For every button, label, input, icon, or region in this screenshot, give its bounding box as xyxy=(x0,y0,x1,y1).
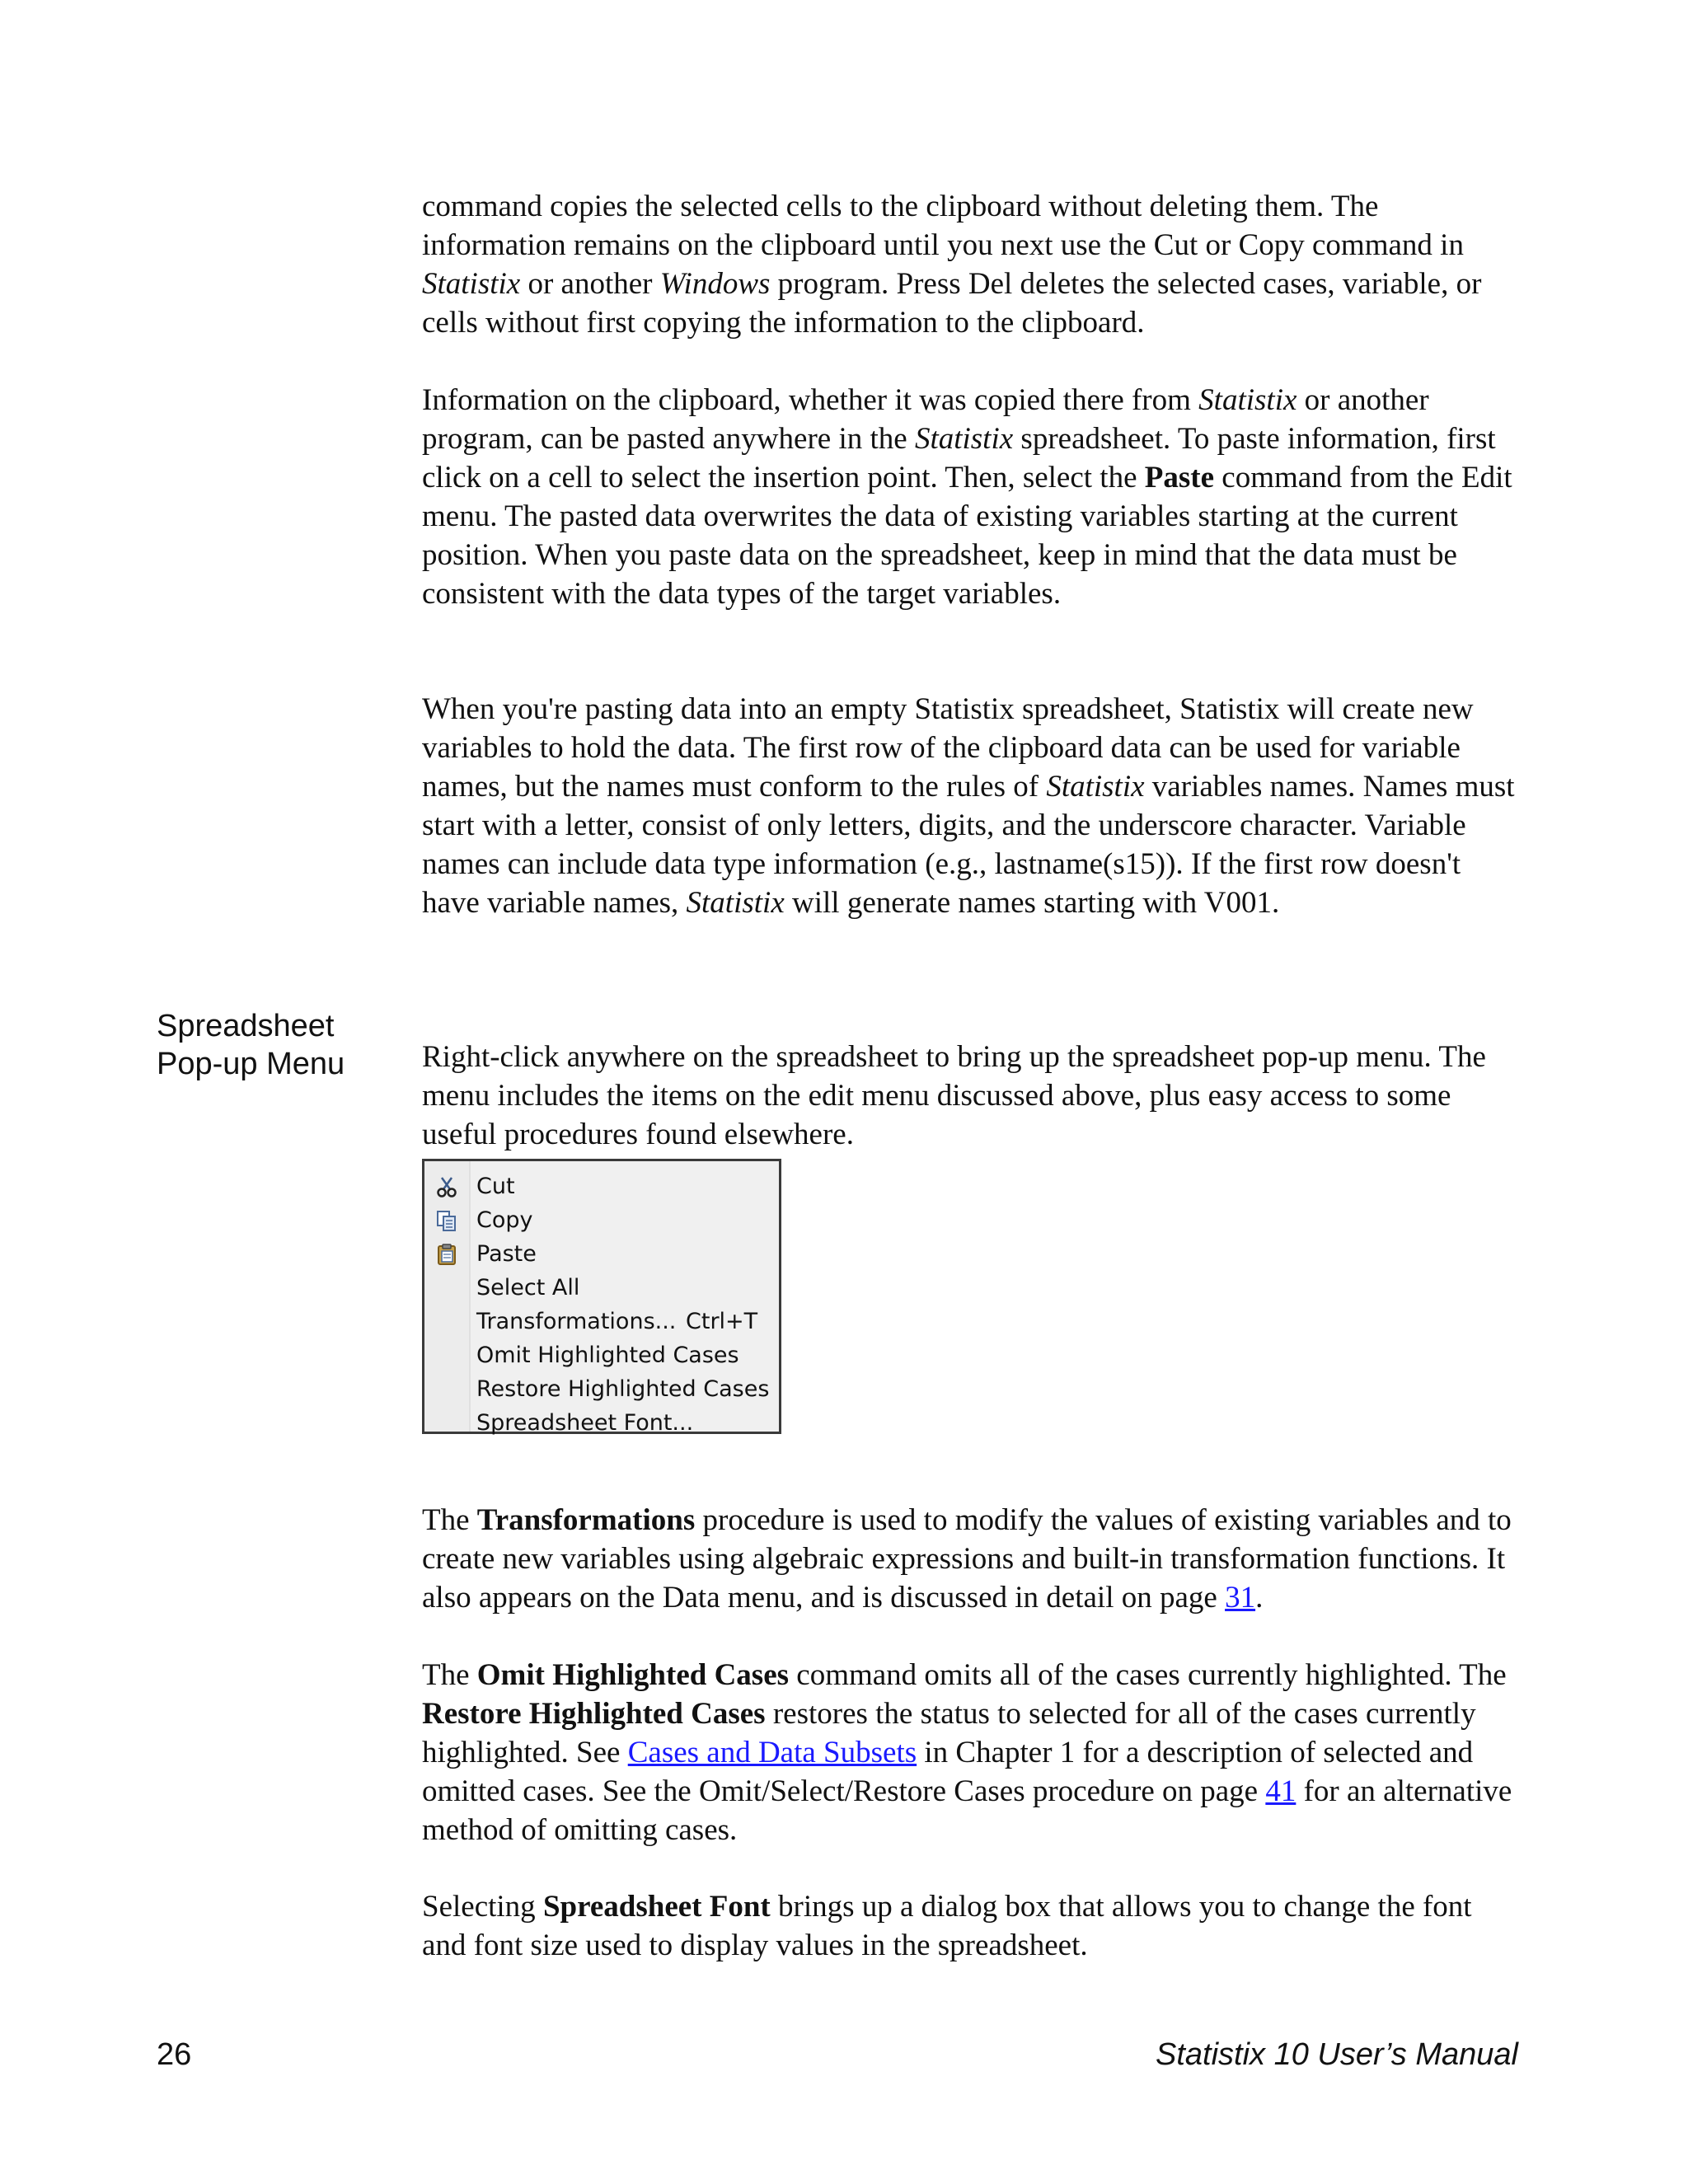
paste-icon xyxy=(434,1242,459,1267)
scissors-icon xyxy=(434,1174,459,1199)
menu-item-select-all[interactable] xyxy=(424,1271,779,1305)
text-run: procedure is used to modify the values of existing variables and to create new variables using algebraic expressions and built-in transformation functions. It also appears on the Data menu, and is discussed in detail on page xyxy=(422,1503,1512,1615)
menu-item-transformations[interactable] xyxy=(424,1305,779,1338)
page-41-link[interactable]: 41 xyxy=(1265,1774,1296,1808)
paragraph-empty-spreadsheet xyxy=(422,690,1518,922)
text-run: command omits all of the cases currently highlighted. The xyxy=(789,1658,1507,1692)
menu-item-label: Spreadsheet Font... xyxy=(476,1410,694,1436)
bold-omit-highlighted-cases: Omit Highlighted Cases xyxy=(476,1658,790,1692)
paragraph-clipboard-paste xyxy=(422,381,1518,613)
text-run: or another program, can be pasted anywhere in the xyxy=(422,383,1429,456)
text-run: or another xyxy=(520,267,660,301)
page-31-link[interactable]: 31 xyxy=(1225,1581,1256,1615)
bold-spreadsheet-font: Spreadsheet Font xyxy=(542,1890,771,1924)
menu-item-paste[interactable] xyxy=(424,1237,779,1271)
menu-item-copy[interactable] xyxy=(424,1203,779,1237)
paragraph-omit-restore xyxy=(422,1656,1518,1849)
copy-icon xyxy=(434,1208,459,1233)
section-heading-line1: Spreadsheet xyxy=(157,1009,335,1043)
emphasis-statistix: Statistix xyxy=(1198,383,1297,417)
paragraph-copy-command xyxy=(422,187,1518,342)
page-number: 26 xyxy=(157,2037,192,2072)
paragraph-spreadsheet-font xyxy=(422,1887,1518,1965)
text-run: will generate names starting with V001. xyxy=(784,886,1280,920)
text-run: for an alternative method of omitting cases. xyxy=(422,1774,1512,1847)
menu-item-spreadsheet-font[interactable] xyxy=(424,1406,779,1440)
menu-item-label: Restore Highlighted Cases xyxy=(476,1376,770,1402)
text-run: . xyxy=(1255,1581,1264,1615)
text-run: Information on the clipboard, whether it was copied there from xyxy=(422,383,1199,417)
text-run: in Chapter 1 for a description of selected and omitted cases. See the Omit/Select/Restore Cases procedure on page xyxy=(422,1736,1474,1808)
text-run: variables names. Names must start with a letter, consist of only letters, digits, and the underscore character. Variable names can include data type information (e.g., lastname(s15)). If the first row doesn't have variable names, xyxy=(422,770,1515,920)
emphasis-statistix: Statistix xyxy=(422,267,521,301)
text-run: restores the status to selected for all of the cases currently highlighted. See xyxy=(422,1697,1476,1769)
text-run: command from the Edit menu. The pasted data overwrites the data of existing variables starting at the current position. When you paste data on the spreadsheet, keep in mind that the data must be consistent with the data types of the target variables. xyxy=(422,461,1512,611)
bold-restore-highlighted-cases: Restore Highlighted Cases xyxy=(422,1697,766,1731)
text-run: brings up a dialog box that allows you to change the font and font size used to display values in the spreadsheet. xyxy=(422,1890,1472,1962)
menu-item-label: Copy xyxy=(476,1207,533,1233)
menu-item-cut[interactable] xyxy=(424,1169,779,1203)
text-run: Selecting xyxy=(422,1890,543,1924)
bold-transformations: Transformations xyxy=(476,1503,696,1537)
paragraph-transformations xyxy=(422,1501,1518,1617)
text-run: The xyxy=(422,1658,477,1692)
section-heading xyxy=(157,1007,404,1083)
text-run: command copies the selected cells to the clipboard without deleting them. The information remains on the clipboard until you next use the Cut or Copy command in xyxy=(422,190,1464,262)
text-run: spreadsheet. To paste information, first click on a cell to select the insertion point. Then, select the xyxy=(422,422,1496,494)
menu-item-label: Transformations... xyxy=(476,1309,677,1334)
paragraph-popup-intro: Right-click anywhere on the spreadsheet to bring up the spreadsheet pop-up menu. The menu includes the items on the edit menu discussed above, plus easy access to some useful procedures found elsewhere. xyxy=(422,1040,1486,1151)
emphasis-windows: Windows xyxy=(659,267,771,301)
section-heading-line2: Pop-up Menu xyxy=(157,1047,345,1081)
menu-item-label: Select All xyxy=(476,1275,580,1301)
emphasis-statistix: Statistix xyxy=(914,422,1014,456)
menu-item-restore-highlighted-cases[interactable] xyxy=(424,1372,779,1406)
cases-and-data-subsets-link[interactable]: Cases and Data Subsets xyxy=(627,1736,917,1769)
text-run: When you're pasting data into an empty Statistix spreadsheet, Statistix will create new variables to hold the data. The first row of the clipboard data can be used for variable names, but the names must conform to the rules of xyxy=(422,692,1474,804)
menu-item-label: Cut xyxy=(476,1174,515,1199)
bold-paste: Paste xyxy=(1144,461,1215,494)
emphasis-statistix: Statistix xyxy=(686,886,785,920)
text-run: The xyxy=(422,1503,477,1537)
menu-item-shortcut: Ctrl+T xyxy=(686,1309,758,1334)
menu-item-label: Omit Highlighted Cases xyxy=(476,1343,739,1368)
emphasis-statistix: Statistix xyxy=(1046,770,1145,804)
spreadsheet-popup-menu xyxy=(422,1159,781,1434)
menu-item-label: Paste xyxy=(476,1241,537,1267)
manual-title: Statistix 10 User’s Manual xyxy=(1155,2037,1518,2072)
menu-item-omit-highlighted-cases[interactable] xyxy=(424,1338,779,1372)
text-run: program. Press Del deletes the selected cases, variable, or cells without first copying the information to the clipboard. xyxy=(422,267,1482,340)
